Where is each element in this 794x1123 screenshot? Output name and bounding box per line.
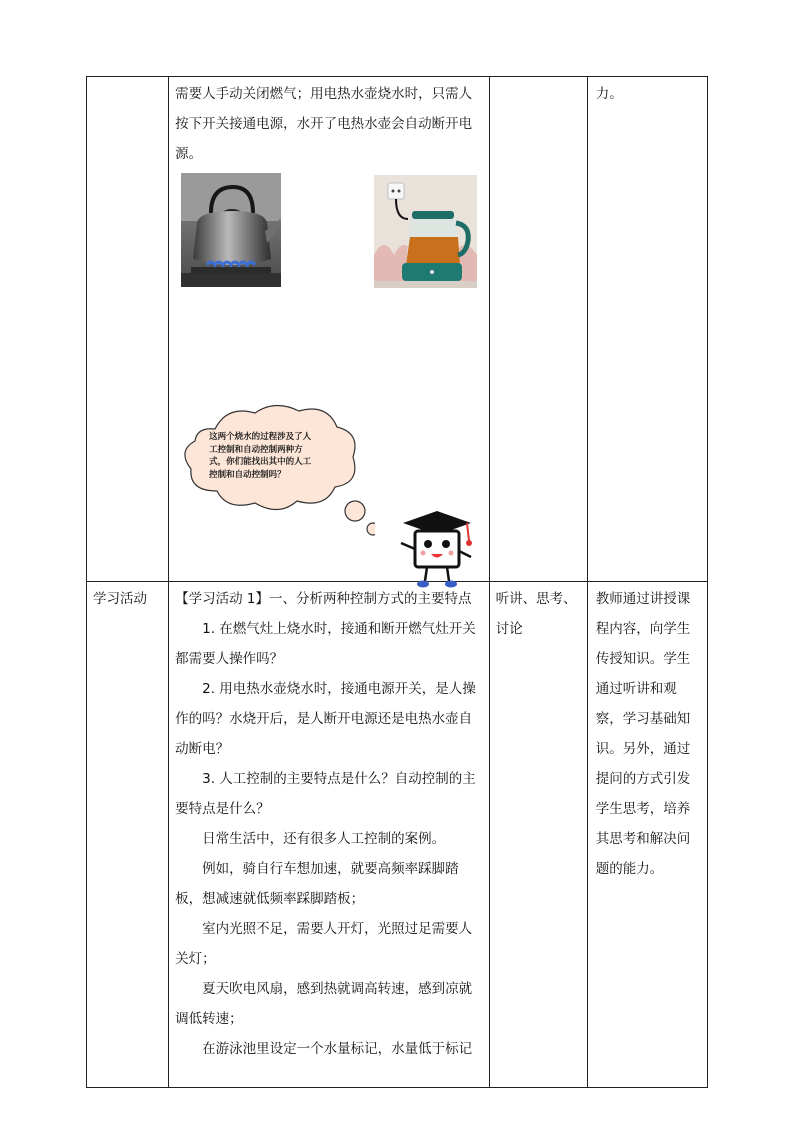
daily-life-intro: 日常生活中，还有很多人工控制的案例。 xyxy=(202,831,446,847)
question-1: 1. 在燃气灶上烧水时，接通和断开燃气灶开关都需要人操作吗？ xyxy=(175,621,476,667)
design-intent-tail: 力。 xyxy=(595,86,623,102)
example-light: 室内光照不足，需要人开灯，光照过足需要人关灯； xyxy=(175,921,473,967)
design-intent: 教师通过讲授课程内容，向学生传授知识。学生通过听讲和观察，学习基础知识。另外，通过提问的方式引发学生思考，培养其思考和解决问题的能力。 xyxy=(595,591,691,877)
content-cell xyxy=(169,582,490,1088)
question-2: 2. 用电热水壶烧水时，接通电源开关，是人操作的吗？水烧开后，是人断开电源还是电热水壶自动断电？ xyxy=(175,681,476,757)
student-activity: 听讲、思考、讨论 xyxy=(495,591,577,637)
example-fan: 夏天吹电风扇，感到热就调高转速，感到凉就调低转速； xyxy=(175,981,473,1027)
bubble-text: 这两个烧水的过程涉及了人工控制和自动控制两种方式，你们能找出其中的人工控制和自动控制吗？ xyxy=(209,432,312,480)
content-cell xyxy=(169,77,490,582)
photo-group xyxy=(175,169,483,399)
electric-kettle-photo xyxy=(374,175,477,288)
design-intent-cell xyxy=(587,77,707,582)
design-intent-cell xyxy=(587,582,707,1088)
question-3: 3. 人工控制的主要特点是什么？自动控制的主要特点是什么？ xyxy=(175,771,476,817)
activity-heading: 【学习活动 1】一、分析两种控制方式的主要特点 xyxy=(175,591,472,607)
speech-bubble-area xyxy=(175,399,483,579)
example-pool: 在游泳池里设定一个水量标记，水量低于标记 xyxy=(202,1041,473,1057)
example-bicycle: 例如，骑自行车想加速，就要高频率踩脚踏板，想减速就低频率踩脚踏板； xyxy=(175,861,459,907)
student-activity-cell-empty xyxy=(489,77,587,582)
student-activity-cell xyxy=(489,582,587,1088)
row-label: 学习活动 xyxy=(93,591,147,607)
content-paragraph: 需要人手动关闭燃气；用电热水壶烧水时，只需人按下开关接通电源，水开了电热水壶会自动断开电源。 xyxy=(175,86,473,162)
lesson-plan-table xyxy=(86,76,708,1088)
mascot-teacher-icon xyxy=(397,509,477,591)
table-row xyxy=(87,77,708,582)
table-row xyxy=(87,582,708,1088)
gas-kettle-photo xyxy=(181,173,281,287)
label-cell xyxy=(87,582,169,1088)
label-cell-empty xyxy=(87,77,169,582)
